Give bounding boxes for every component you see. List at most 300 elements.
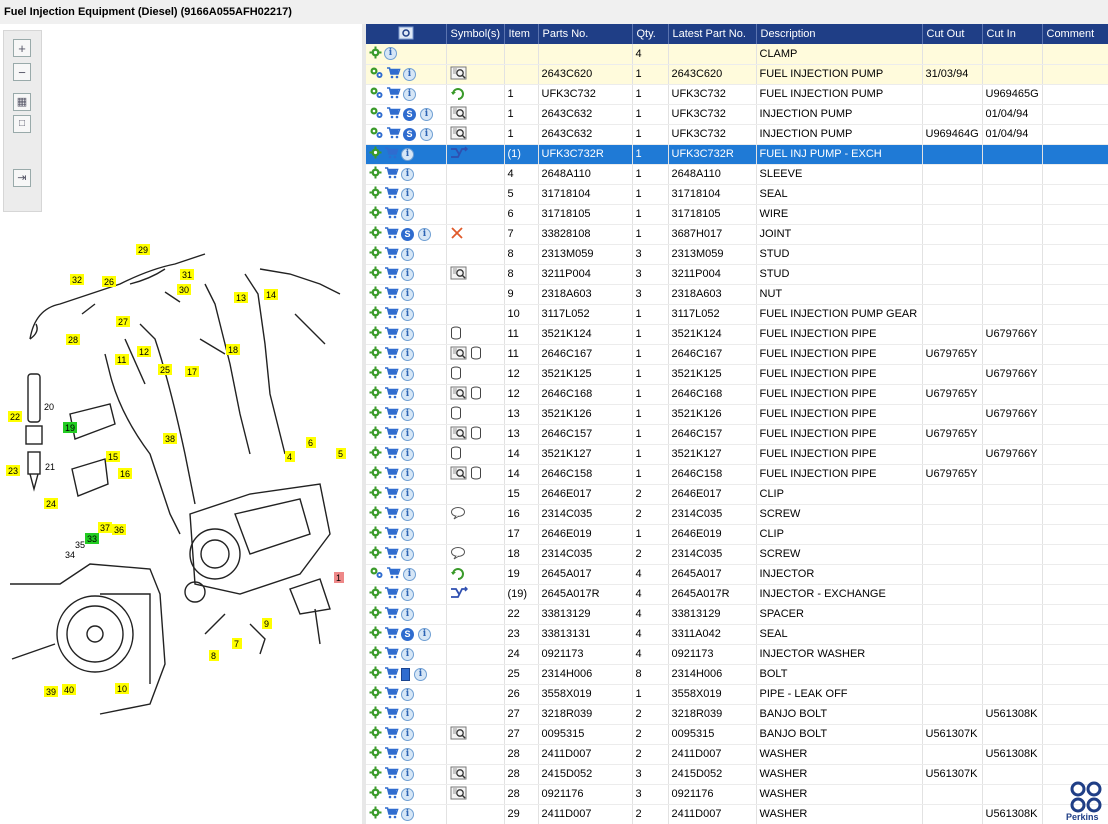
info-icon[interactable]: i <box>401 768 416 781</box>
cart-icon[interactable] <box>384 466 399 482</box>
callout-25 <box>158 364 172 375</box>
header-qty[interactable]: Qty. <box>632 24 668 44</box>
table-row[interactable] <box>366 404 1108 424</box>
row-actions <box>366 244 446 264</box>
row-actions <box>366 564 446 584</box>
export-icon: ⇥ <box>17 171 27 184</box>
pipe-icon[interactable] <box>470 466 482 483</box>
cell-cut-in <box>982 784 1042 804</box>
table-row[interactable] <box>366 564 1108 584</box>
cart-icon[interactable] <box>386 566 401 582</box>
row-actions <box>366 184 446 204</box>
pipe-icon[interactable] <box>450 406 462 423</box>
table-row[interactable] <box>366 704 1108 724</box>
cart-icon[interactable] <box>384 766 399 782</box>
catalog-icon[interactable] <box>450 786 468 803</box>
cell-qty: 1 <box>632 424 668 444</box>
info-icon[interactable]: i <box>403 68 418 81</box>
table-row[interactable] <box>366 164 1108 184</box>
cell-latest-part-no: 3117L052 <box>668 304 756 324</box>
cell-item: 4 <box>504 164 538 184</box>
cell-cut-in <box>982 544 1042 564</box>
cell-cut-in <box>982 184 1042 204</box>
table-row[interactable] <box>366 804 1108 824</box>
row-actions <box>366 384 446 404</box>
table-row[interactable] <box>366 224 1108 244</box>
gear-icon[interactable] <box>369 366 382 382</box>
cell-latest-part-no: 3211P004 <box>668 264 756 284</box>
cell-cut-out <box>922 244 982 264</box>
cell-description: WASHER <box>756 804 922 824</box>
cell-latest-part-no: 0095315 <box>668 724 756 744</box>
catalog-icon[interactable] <box>450 126 468 143</box>
cell-qty: 2 <box>632 704 668 724</box>
info-icon[interactable]: i <box>401 288 416 301</box>
table-row[interactable] <box>366 104 1108 124</box>
info-icon[interactable]: i <box>401 808 416 821</box>
cell-comment <box>1042 264 1108 284</box>
cart-icon[interactable] <box>384 146 399 162</box>
callout-28 <box>66 334 80 345</box>
cell-part-no: 0921176 <box>538 784 632 804</box>
row-actions <box>366 124 446 144</box>
info-icon[interactable]: i <box>414 668 429 681</box>
gear-icon[interactable] <box>369 386 382 402</box>
cart-icon[interactable] <box>384 666 399 682</box>
gear-icon[interactable] <box>369 546 382 562</box>
zoom-out-button[interactable] <box>13 63 31 81</box>
table-row[interactable] <box>366 144 1108 164</box>
table-row[interactable] <box>366 784 1108 804</box>
catalog-icon[interactable] <box>450 66 468 83</box>
info-icon[interactable]: i <box>401 188 416 201</box>
cart-icon[interactable] <box>384 786 399 802</box>
cart-icon[interactable] <box>384 806 399 822</box>
cell-qty: 4 <box>632 604 668 624</box>
table-row[interactable] <box>366 264 1108 284</box>
table-row[interactable] <box>366 84 1108 104</box>
header-cut-out[interactable]: Cut Out <box>922 24 982 44</box>
cell-qty: 3 <box>632 264 668 284</box>
table-row[interactable] <box>366 504 1108 524</box>
row-symbols <box>446 404 504 424</box>
gears-icon[interactable] <box>369 566 384 582</box>
info-icon[interactable]: i <box>420 128 435 141</box>
cart-icon[interactable] <box>384 746 399 762</box>
cell-cut-out <box>922 504 982 524</box>
gear-icon[interactable] <box>369 146 382 162</box>
cell-qty: 1 <box>632 444 668 464</box>
cell-comment <box>1042 324 1108 344</box>
info-icon[interactable]: i <box>401 748 416 761</box>
cell-cut-out <box>922 164 982 184</box>
cart-icon[interactable] <box>384 426 399 442</box>
table-row[interactable] <box>366 244 1108 264</box>
info-icon[interactable]: i <box>401 608 416 621</box>
table-row[interactable] <box>366 324 1108 344</box>
cell-cut-in: U969465G <box>982 84 1042 104</box>
table-row[interactable] <box>366 124 1108 144</box>
gear-icon[interactable] <box>369 526 382 542</box>
fit-all-button[interactable] <box>13 93 31 111</box>
gear-icon[interactable] <box>369 506 382 522</box>
header-item[interactable]: Item <box>504 24 538 44</box>
cell-part-no: 2314C035 <box>538 544 632 564</box>
cell-cut-out: U969464G <box>922 124 982 144</box>
note-icon[interactable] <box>450 546 466 563</box>
gears-icon[interactable] <box>369 106 384 122</box>
cell-comment <box>1042 524 1108 544</box>
table-row[interactable] <box>366 684 1108 704</box>
zoom-in-button[interactable] <box>13 39 31 57</box>
parts-grid <box>366 24 1108 824</box>
cell-latest-part-no: 2411D007 <box>668 804 756 824</box>
info-icon[interactable]: i <box>401 708 416 721</box>
cell-item: 22 <box>504 604 538 624</box>
row-actions <box>366 544 446 564</box>
svg-text:12: 12 <box>139 347 150 357</box>
cell-cut-out <box>922 484 982 504</box>
gear-icon[interactable] <box>369 706 382 722</box>
gear-icon[interactable] <box>369 466 382 482</box>
exchange-icon[interactable] <box>450 586 468 603</box>
fit-window-button[interactable] <box>13 115 31 133</box>
cart-icon[interactable] <box>384 686 399 702</box>
info-icon[interactable]: i <box>401 248 416 261</box>
info-icon[interactable]: i <box>401 508 416 521</box>
callout-13 <box>234 292 248 303</box>
pipe-icon[interactable] <box>450 446 462 463</box>
cell-item <box>504 44 538 64</box>
cart-icon[interactable] <box>384 606 399 622</box>
cell-latest-part-no: 2314C035 <box>668 504 756 524</box>
cell-part-no: 33828108 <box>538 224 632 244</box>
cell-comment <box>1042 104 1108 124</box>
info-icon[interactable]: i <box>418 628 433 641</box>
row-symbols <box>446 544 504 564</box>
cart-icon[interactable] <box>384 626 399 642</box>
table-row[interactable] <box>366 184 1108 204</box>
catalog-icon[interactable] <box>450 766 468 783</box>
cart-icon[interactable] <box>384 546 399 562</box>
cell-item: 13 <box>504 404 538 424</box>
catalog-icon[interactable] <box>450 346 468 363</box>
table-row[interactable] <box>366 724 1108 744</box>
row-symbols <box>446 244 504 264</box>
row-actions <box>366 84 446 104</box>
cart-icon[interactable] <box>384 506 399 522</box>
cart-icon[interactable] <box>384 306 399 322</box>
book-icon[interactable] <box>401 668 412 681</box>
info-icon[interactable]: i <box>401 528 416 541</box>
cell-cut-in: 01/04/94 <box>982 124 1042 144</box>
cell-latest-part-no: 0921176 <box>668 784 756 804</box>
cell-cut-in <box>982 624 1042 644</box>
table-row[interactable] <box>366 484 1108 504</box>
obsolete-icon[interactable] <box>450 226 464 243</box>
header-latest-part-no[interactable]: Latest Part No. <box>668 24 756 44</box>
cell-cut-in: U561308K <box>982 744 1042 764</box>
info-icon[interactable]: i <box>384 47 399 60</box>
cart-icon[interactable] <box>384 286 399 302</box>
info-icon[interactable]: i <box>401 348 416 361</box>
gear-icon[interactable] <box>369 246 382 262</box>
row-symbols <box>446 704 504 724</box>
table-row[interactable] <box>366 604 1108 624</box>
gear-icon[interactable] <box>369 266 382 282</box>
table-row[interactable] <box>366 44 1108 64</box>
service-icon[interactable]: S <box>403 108 418 121</box>
cart-icon[interactable] <box>384 246 399 262</box>
table-row[interactable] <box>366 284 1108 304</box>
exchange-icon[interactable] <box>450 146 468 163</box>
gear-icon[interactable] <box>369 666 382 682</box>
info-icon[interactable]: i <box>401 448 416 461</box>
row-symbols <box>446 584 504 604</box>
info-icon[interactable]: i <box>401 588 416 601</box>
cart-icon[interactable] <box>384 206 399 222</box>
cell-cut-in <box>982 564 1042 584</box>
gear-icon[interactable] <box>369 646 382 662</box>
cell-description: SEAL <box>756 624 922 644</box>
pipe-icon[interactable] <box>470 346 482 363</box>
gear-icon[interactable] <box>369 406 382 422</box>
service-icon[interactable]: S <box>401 228 416 241</box>
gear-icon[interactable] <box>369 766 382 782</box>
cell-cut-in <box>982 304 1042 324</box>
table-row[interactable] <box>366 644 1108 664</box>
callout-31 <box>180 269 194 280</box>
cell-comment <box>1042 744 1108 764</box>
catalog-icon[interactable] <box>450 386 468 403</box>
cart-icon[interactable] <box>384 646 399 662</box>
cell-qty: 2 <box>632 484 668 504</box>
cart-icon[interactable] <box>386 126 401 142</box>
info-icon[interactable]: i <box>401 268 416 281</box>
row-symbols <box>446 644 504 664</box>
callout-5 <box>336 448 346 459</box>
gear-icon[interactable] <box>369 626 382 642</box>
cart-icon[interactable] <box>384 326 399 342</box>
cell-cut-in <box>982 684 1042 704</box>
gears-icon[interactable] <box>369 126 384 142</box>
cart-icon[interactable] <box>386 106 401 122</box>
cell-latest-part-no: 3687H017 <box>668 224 756 244</box>
cell-cut-out: 31/03/94 <box>922 64 982 84</box>
callout-9 <box>262 618 272 629</box>
cell-cut-out <box>922 684 982 704</box>
pipe-icon[interactable] <box>470 386 482 403</box>
cell-part-no: 2645A017R <box>538 584 632 604</box>
cart-icon[interactable] <box>384 226 399 242</box>
gear-icon[interactable] <box>369 606 382 622</box>
info-icon[interactable]: i <box>401 208 416 221</box>
info-icon[interactable]: i <box>401 728 416 741</box>
cart-icon[interactable] <box>384 186 399 202</box>
cart-icon[interactable] <box>384 446 399 462</box>
gear-icon[interactable] <box>369 346 382 362</box>
catalog-icon[interactable] <box>450 726 468 743</box>
cart-icon[interactable] <box>384 526 399 542</box>
cart-icon[interactable] <box>384 726 399 742</box>
cell-part-no: 31718105 <box>538 204 632 224</box>
gear-icon[interactable] <box>369 186 382 202</box>
cart-icon[interactable] <box>384 406 399 422</box>
gear-icon[interactable] <box>369 446 382 462</box>
row-actions <box>366 344 446 364</box>
cart-icon[interactable] <box>384 706 399 722</box>
table-row[interactable] <box>366 764 1108 784</box>
cell-cut-out: U679765Y <box>922 464 982 484</box>
cart-icon[interactable] <box>386 86 401 102</box>
info-icon[interactable]: i <box>401 388 416 401</box>
info-icon[interactable]: i <box>401 308 416 321</box>
header-comment[interactable]: Comment <box>1042 24 1108 44</box>
info-icon[interactable]: i <box>418 228 433 241</box>
info-icon[interactable]: i <box>401 328 416 341</box>
gears-icon[interactable] <box>369 66 384 82</box>
row-symbols <box>446 304 504 324</box>
table-row[interactable] <box>366 424 1108 444</box>
cart-icon[interactable] <box>384 386 399 402</box>
cell-cut-out: U561307K <box>922 764 982 784</box>
cart-icon[interactable] <box>386 66 401 82</box>
gears-icon[interactable] <box>369 86 384 102</box>
gear-icon[interactable] <box>369 806 382 822</box>
cell-qty: 1 <box>632 224 668 244</box>
header-cut-in[interactable]: Cut In <box>982 24 1042 44</box>
row-actions <box>366 684 446 704</box>
service-icon[interactable]: S <box>401 628 416 641</box>
info-icon[interactable]: i <box>401 168 416 181</box>
cell-description: BANJO BOLT <box>756 704 922 724</box>
table-row[interactable] <box>366 344 1108 364</box>
gear-icon[interactable] <box>369 286 382 302</box>
table-row[interactable] <box>366 304 1108 324</box>
table-row[interactable] <box>366 444 1108 464</box>
row-actions <box>366 164 446 184</box>
svg-text:30: 30 <box>179 285 190 295</box>
cell-description: SCREW <box>756 544 922 564</box>
gear-icon[interactable] <box>369 746 382 762</box>
cell-part-no: 2313M059 <box>538 244 632 264</box>
catalog-icon[interactable] <box>450 466 468 483</box>
row-symbols <box>446 764 504 784</box>
table-row[interactable] <box>366 744 1108 764</box>
table-row[interactable] <box>366 664 1108 684</box>
cell-comment <box>1042 364 1108 384</box>
cell-latest-part-no: 2313M059 <box>668 244 756 264</box>
cell-item: 16 <box>504 504 538 524</box>
gear-icon[interactable] <box>369 46 382 62</box>
gear-icon[interactable] <box>369 226 382 242</box>
cart-icon[interactable] <box>384 266 399 282</box>
info-icon[interactable]: i <box>401 468 416 481</box>
gear-icon[interactable] <box>369 726 382 742</box>
cell-comment <box>1042 244 1108 264</box>
cart-icon[interactable] <box>384 346 399 362</box>
row-actions <box>366 284 446 304</box>
exploded-parts-diagram[interactable] <box>0 214 362 824</box>
table-row[interactable] <box>366 524 1108 544</box>
pipe-icon[interactable] <box>450 326 462 343</box>
header-symbols[interactable]: Symbol(s) <box>446 24 504 44</box>
header-parts-no[interactable]: Parts No. <box>538 24 632 44</box>
info-icon[interactable]: i <box>401 428 416 441</box>
catalog-icon[interactable] <box>450 426 468 443</box>
callout-37 <box>98 522 112 533</box>
table-row[interactable] <box>366 584 1108 604</box>
table-row[interactable] <box>366 544 1108 564</box>
cart-icon[interactable] <box>384 586 399 602</box>
callout-23 <box>6 465 20 476</box>
catalog-icon[interactable] <box>450 106 468 123</box>
info-icon[interactable]: i <box>401 648 416 661</box>
cell-cut-out <box>922 624 982 644</box>
gear-icon[interactable] <box>369 166 382 182</box>
gear-icon[interactable] <box>369 326 382 342</box>
info-icon[interactable]: i <box>401 788 416 801</box>
info-icon[interactable]: i <box>403 568 418 581</box>
header-icons[interactable] <box>366 24 446 44</box>
cell-cut-in <box>982 44 1042 64</box>
gear-icon[interactable] <box>369 426 382 442</box>
info-icon[interactable]: i <box>403 88 418 101</box>
cart-icon[interactable] <box>384 366 399 382</box>
cart-icon[interactable] <box>384 166 399 182</box>
info-icon[interactable]: i <box>401 368 416 381</box>
info-icon[interactable]: i <box>401 688 416 701</box>
pipe-icon[interactable] <box>450 366 462 383</box>
info-icon[interactable]: i <box>401 408 416 421</box>
service-icon[interactable]: S <box>403 128 418 141</box>
cell-part-no: 2646C157 <box>538 424 632 444</box>
table-row[interactable] <box>366 464 1108 484</box>
note-icon[interactable] <box>450 506 466 523</box>
info-icon[interactable]: i <box>420 108 435 121</box>
table-row[interactable] <box>366 384 1108 404</box>
table-row[interactable] <box>366 204 1108 224</box>
table-row[interactable] <box>366 64 1108 84</box>
gear-icon[interactable] <box>369 306 382 322</box>
table-row[interactable] <box>366 624 1108 644</box>
label-20: 20 <box>44 402 55 412</box>
catalog-icon[interactable] <box>450 266 468 283</box>
supersession-icon[interactable] <box>450 86 466 103</box>
info-icon[interactable]: i <box>401 548 416 561</box>
header-description[interactable]: Description <box>756 24 922 44</box>
svg-text:9: 9 <box>264 619 270 629</box>
cell-description: WASHER <box>756 744 922 764</box>
gear-icon[interactable] <box>369 586 382 602</box>
pipe-icon[interactable] <box>470 426 482 443</box>
gear-icon[interactable] <box>369 206 382 222</box>
cart-icon[interactable] <box>384 486 399 502</box>
info-icon[interactable]: i <box>401 148 416 161</box>
supersession-icon[interactable] <box>450 566 466 583</box>
gear-icon[interactable] <box>369 686 382 702</box>
cell-item: 7 <box>504 224 538 244</box>
cell-part-no: 31718104 <box>538 184 632 204</box>
info-icon[interactable]: i <box>401 488 416 501</box>
table-row[interactable] <box>366 364 1108 384</box>
cell-cut-out <box>922 524 982 544</box>
cell-cut-out: U679765Y <box>922 344 982 364</box>
export-button[interactable] <box>13 169 31 187</box>
svg-text:1: 1 <box>336 573 342 583</box>
gear-icon[interactable] <box>369 786 382 802</box>
gear-icon[interactable] <box>369 486 382 502</box>
